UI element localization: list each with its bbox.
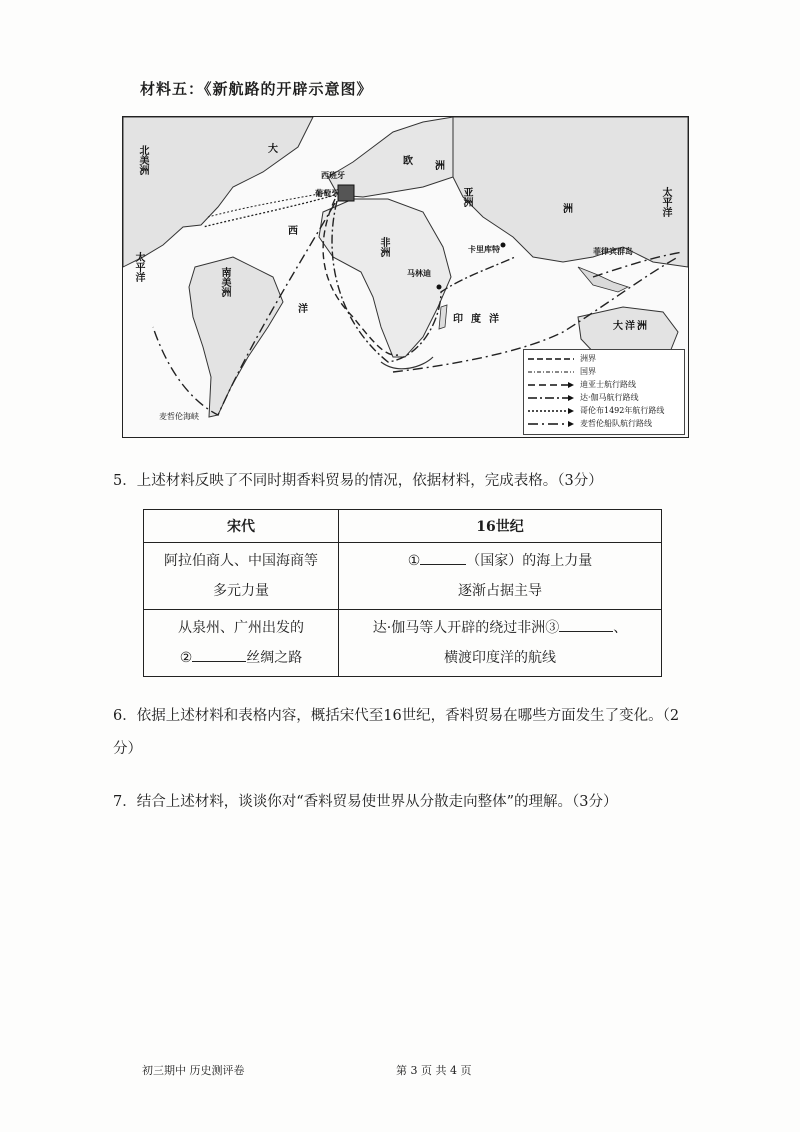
question-7: 7．结合上述材料，谈谈你对“香料贸易使世界从分散走向整体”的理解。（3分） — [113, 794, 618, 810]
blank-1[interactable] — [420, 552, 466, 565]
table-header-row — [144, 510, 662, 543]
asia-label: 亚洲 — [461, 187, 472, 207]
southeast-asia-islands — [578, 267, 628, 292]
pacific-right-label: 太平洋 — [660, 187, 671, 217]
madagascar-shape — [439, 305, 447, 329]
table-row — [144, 610, 662, 677]
africa-label: 非洲 — [378, 237, 389, 257]
atlantic-label-xi: 西 — [288, 226, 298, 237]
legend-row: 哥伦布1492年航行路线 — [528, 405, 682, 416]
atlantic-label-yang: 洋 — [298, 304, 308, 315]
map-legend — [523, 349, 685, 435]
material-title: 材料五：《新航路的开辟示意图》 — [140, 80, 373, 98]
question-5: 5．上述材料反映了不同时期香料贸易的情况，依据材料，完成表格。（3分） — [113, 473, 603, 489]
calicut-label: 卡里库特 — [468, 244, 500, 254]
header-song: 宋代 — [144, 510, 339, 543]
table-cell: ① （国家）的海上力量 逐渐占据主导 — [339, 543, 662, 610]
asia-zhou-label: 洲 — [563, 204, 573, 215]
gama-return — [381, 357, 433, 369]
indian-ocean-label: 印度洋 — [453, 314, 507, 325]
oceania-label: 大洋洲 — [613, 321, 649, 332]
legend-row: 国界 — [580, 367, 596, 376]
malindi-label: 马林迪 — [407, 268, 431, 278]
atlantic-label-da: 大 — [268, 144, 278, 155]
question-6: 6．依据上述材料和表格内容，概括宋代至16世纪，香料贸易在哪些方面发生了变化。（2分） — [113, 708, 680, 757]
table-cell: 从泉州、广州出发的 ② 丝绸之路 — [144, 610, 339, 677]
blank-3[interactable] — [559, 619, 613, 632]
europe-label-ou: 欧 — [403, 156, 413, 167]
legend-row: 达·伽马航行路线 — [528, 392, 682, 403]
legend-row: 洲界 — [580, 354, 596, 363]
spain-label: 西班牙 — [321, 170, 345, 180]
blank-2[interactable] — [192, 649, 246, 662]
route-map — [122, 116, 689, 438]
magellan-strait-label: 麦哲伦海峡 — [159, 412, 199, 421]
portugal-label: 葡萄牙 — [315, 188, 339, 198]
header-16th: 16世纪 — [339, 510, 662, 543]
footer-page-number: 第 3 页 共 4 页 — [396, 1064, 472, 1077]
table-cell: 阿拉伯商人、中国海商等 多元力量 — [144, 543, 339, 610]
philippines-label: 菲律宾群岛 — [593, 246, 633, 256]
iberia-marker — [338, 185, 354, 201]
table-row — [144, 543, 662, 610]
legend-row: 麦哲伦船队航行路线 — [528, 418, 682, 429]
answer-table — [143, 509, 662, 677]
south-america-label: 南美洲 — [219, 267, 230, 297]
south-america-shape — [189, 257, 283, 417]
north-america-shape — [123, 117, 313, 267]
footer-exam-name: 初三期中 历史测评卷 — [142, 1064, 245, 1077]
africa-shape — [319, 199, 451, 357]
calicut-dot — [501, 243, 506, 248]
europe-label-zhou: 洲 — [435, 161, 445, 172]
table-cell: 达·伽马等人开辟的绕过非洲③ 、 横渡印度洋的航线 — [339, 610, 662, 677]
pacific-left-label: 太平洋 — [133, 252, 144, 282]
malindi-dot — [437, 285, 442, 290]
north-america-label: 北美洲 — [137, 145, 148, 175]
legend-row: 迪亚士航行路线 — [528, 379, 682, 390]
